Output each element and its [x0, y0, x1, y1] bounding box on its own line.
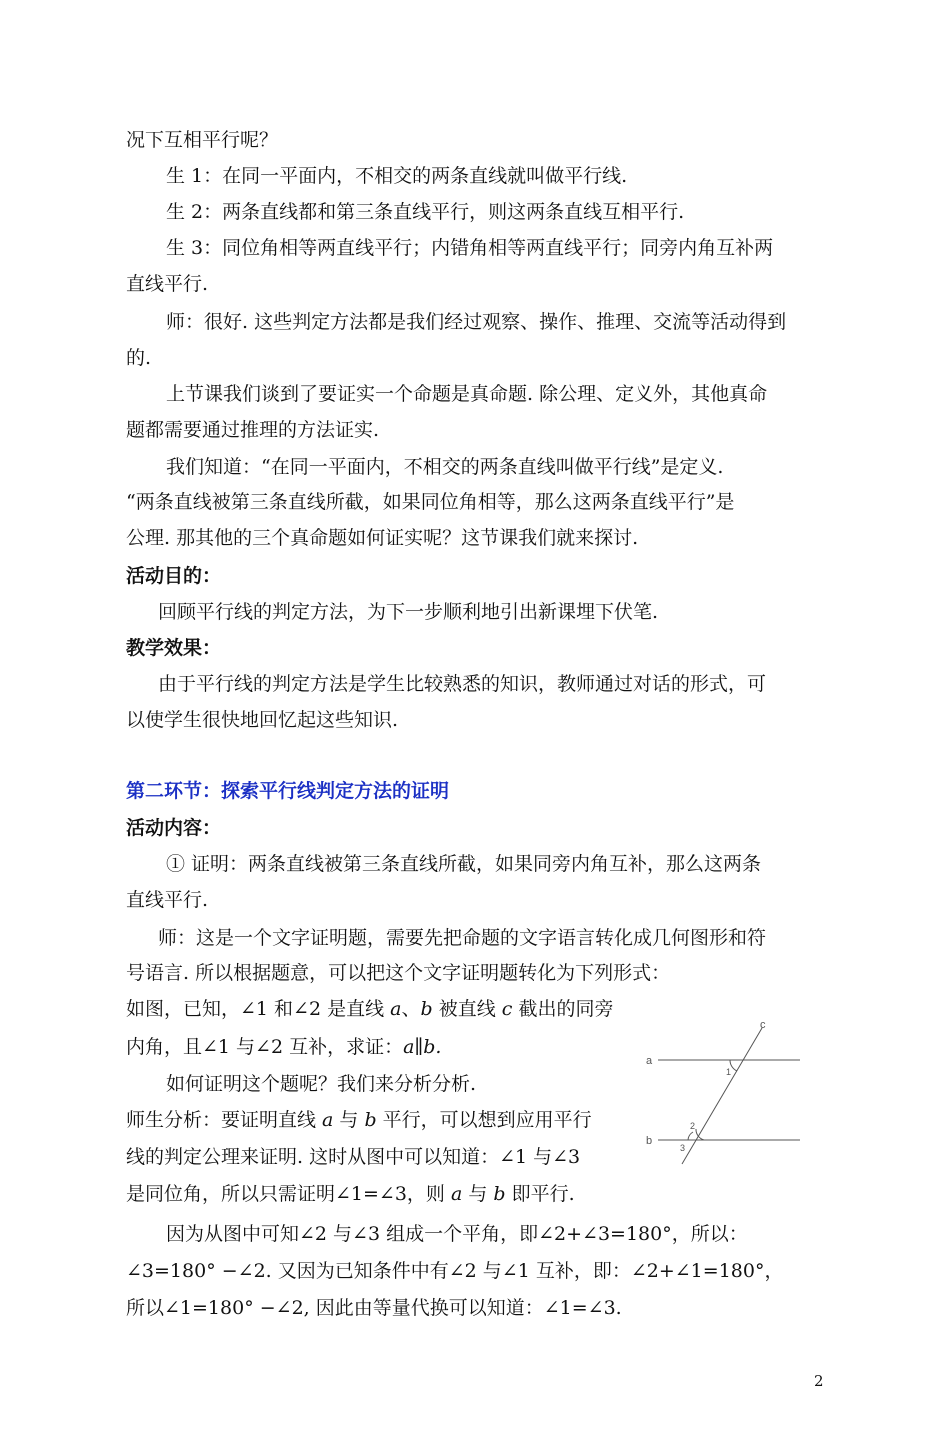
text-span: 、 — [401, 998, 421, 1020]
label-b: b — [646, 1135, 653, 1147]
text-span: 师生分析：要证明直线 — [126, 1109, 323, 1131]
text-span: 与 — [333, 1109, 365, 1131]
text-line: 生 3：同位角相等两直线平行；内错角相等两直线平行；同旁内角互补两 — [166, 237, 774, 259]
heading-activity-content: 活动内容： — [126, 817, 222, 839]
text-line: 上节课我们谈到了要证实一个命题是真命题. 除公理、定义外，其他真命 — [166, 383, 768, 405]
text-span: 如图，已知，∠1 和∠2 是直线 — [126, 998, 391, 1020]
label-a: a — [646, 1055, 653, 1067]
text-line: 由于平行线的判定方法是学生比较熟悉的知识，教师通过对话的形式，可 — [158, 673, 767, 695]
heading-teaching-effect: 教学效果： — [126, 637, 222, 659]
label-1: 1 — [726, 1067, 732, 1077]
text-line: 回顾平行线的判定方法，为下一步顺利地引出新课埋下伏笔. — [158, 601, 659, 623]
text-span: 内角，且∠1 与∠2 互补，求证： — [126, 1036, 404, 1058]
label-c: c — [760, 1019, 766, 1031]
text-line: 生 2：两条直线都和第三条直线平行，则这两条直线互相平行. — [166, 201, 685, 223]
text-line: 师：很好. 这些判定方法都是我们经过观察、操作、推理、交流等活动得到 — [166, 311, 787, 333]
text-line: “两条直线被第三条直线所截，如果同位角相等，那么这两条直线平行”是 — [126, 491, 735, 513]
text-line: 题都需要通过推理的方法证实. — [126, 419, 380, 441]
text-span: 平行，可以想到应用平行 — [376, 1109, 592, 1131]
text-span: 即平行. — [505, 1183, 575, 1205]
parallel-lines-figure — [640, 1018, 810, 1168]
text-span: 与 — [462, 1183, 494, 1205]
text-line: 因为从图中可知∠2 与∠3 组成一个平角，即∠2+∠3=180°，所以： — [166, 1223, 748, 1245]
text-line: ① 证明：两条直线被第三条直线所截，如果同旁内角互补，那么这两条 — [166, 853, 762, 875]
text-line: 所以∠1=180° −∠2, 因此由等量代换可以知道：∠1=∠3. — [126, 1297, 622, 1319]
var-a: a — [450, 1183, 463, 1205]
text-line: 我们知道：“在同一平面内，不相交的两条直线叫做平行线”是定义. — [166, 456, 724, 478]
text-line: 直线平行. — [126, 273, 209, 295]
var-b: b — [364, 1109, 377, 1131]
text-line: 如何证明这个题呢？我们来分析分析. — [166, 1073, 477, 1095]
var-c: c — [501, 998, 513, 1020]
text-line: 生 1：在同一平面内，不相交的两条直线就叫做平行线. — [166, 165, 628, 187]
text-line: 号语言. 所以根据题意，可以把这个文字证明题转化为下列形式： — [126, 962, 671, 984]
text-line — [126, 1035, 441, 1059]
text-line: 师：这是一个文字证明题，需要先把命题的文字语言转化成几何图形和符 — [158, 927, 767, 949]
text-line: 的. — [126, 347, 152, 369]
text-line: 公理. 那其他的三个真命题如何证实呢？这节课我们就来探讨. — [126, 527, 639, 549]
math-expression: a∥b. — [403, 1036, 442, 1058]
text-line: 况下互相平行呢？ — [126, 129, 279, 151]
label-3: 3 — [680, 1143, 686, 1153]
text-line: 线的判定公理来证明. 这时从图中可以知道：∠1 与∠3 — [126, 1146, 581, 1168]
text-line — [126, 1108, 592, 1132]
text-line — [126, 1182, 575, 1206]
page-number: 2 — [814, 1372, 824, 1390]
text-line: 直线平行. — [126, 889, 209, 911]
text-span: 被直线 — [432, 998, 502, 1020]
label-2: 2 — [690, 1121, 696, 1131]
text-span: 是同位角，所以只需证明∠1=∠3，则 — [126, 1183, 451, 1205]
heading-activity-goal: 活动目的： — [126, 565, 222, 587]
text-line: 以使学生很快地回忆起这些知识. — [126, 709, 399, 731]
var-b: b — [493, 1183, 506, 1205]
var-b: b — [420, 998, 433, 1020]
var-a: a — [322, 1109, 334, 1131]
text-span: 截出的同旁 — [512, 998, 614, 1020]
angle-3-arc — [688, 1132, 693, 1140]
text-line — [126, 997, 613, 1021]
var-a: a — [390, 998, 402, 1020]
text-line: ∠3=180° −∠2. 又因为已知条件中有∠2 与∠1 互补，即：∠2+∠1=180°， — [126, 1260, 784, 1282]
angle-1-arc — [730, 1060, 737, 1071]
section-heading: 第二环节：探索平行线判定方法的证明 — [126, 780, 450, 802]
line-c — [682, 1028, 762, 1164]
